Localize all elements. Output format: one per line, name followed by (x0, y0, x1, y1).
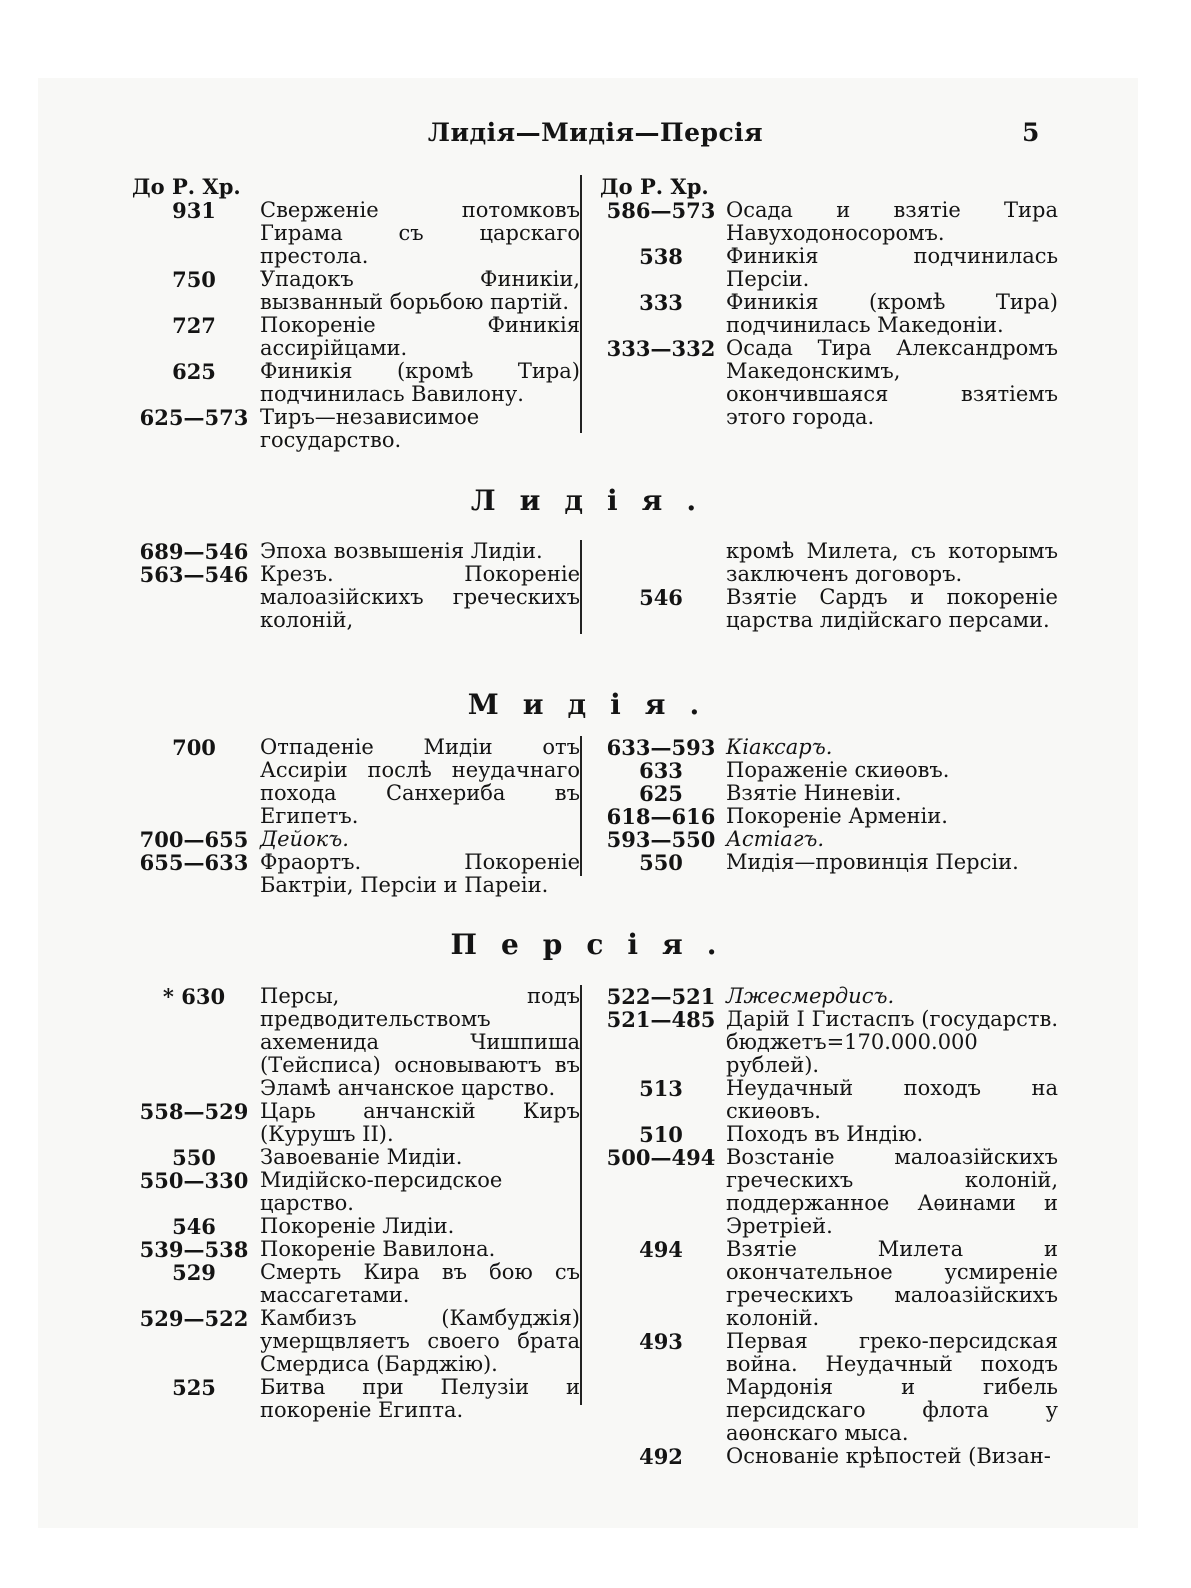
persia-block (0, 984, 1191, 1469)
chronology-entry (598, 759, 1058, 782)
entry-text: Эпоха возвышенія Лидіи. (260, 539, 543, 563)
entry-date: 521—485 (606, 1007, 716, 1032)
section-heading-lydia: Лидія. (470, 484, 721, 517)
chronology-entry (130, 736, 580, 828)
lydia-right-column (598, 540, 1058, 632)
entry-text: Финикія (кромѣ Тира) подчинилась Македоніи. (726, 290, 1058, 337)
column-divider (580, 736, 582, 876)
section-heading-media: Мидія. (467, 688, 724, 721)
chronology-entry (598, 540, 1058, 586)
entry-text: Мидія—провинція Персіи. (726, 850, 1019, 874)
entry-text: Взятіе Ниневіи. (726, 781, 902, 805)
entry-date: 492 (639, 1444, 683, 1469)
entry-text: Смерть Кира въ бою съ массагетами. (260, 1260, 580, 1307)
chronology-entry (598, 1330, 1058, 1445)
entry-date: 538 (639, 244, 683, 269)
column-divider (580, 985, 582, 1405)
media-right-column (598, 736, 1058, 874)
entry-date: 494 (639, 1237, 683, 1262)
entry-date: 618—616 (606, 804, 716, 829)
entry-date: 546 (172, 1214, 216, 1239)
chronology-entry (598, 1123, 1058, 1146)
entry-date: 750 (172, 267, 216, 292)
entry-text: Фраортъ. Покореніе Бактріи, Персіи и Пареіи. (260, 850, 580, 897)
entry-text: Возстаніе малоазійскихъ греческихъ колоній, поддержанное Аѳинами и Эретріей. (726, 1145, 1058, 1238)
entry-date: 586—573 (606, 198, 716, 223)
chronology-entry (598, 1238, 1058, 1330)
entry-date: 529—522 (139, 1306, 249, 1331)
phoenicia-right-column (598, 175, 1058, 429)
entry-text: Камбизъ (Камбуджія) умерщвляетъ своего брата Смердиса (Барджію). (260, 1306, 580, 1376)
chronology-entry (598, 851, 1058, 874)
chronology-entry (130, 1376, 580, 1422)
chronology-entry (130, 851, 580, 897)
entry-text: Дарій I Гистаспъ (государств. бюджетъ=170.000.000 рублей). (726, 1007, 1058, 1077)
chronology-entry (598, 586, 1058, 632)
entry-date: 625 (639, 781, 683, 806)
lydia-left-column (130, 540, 580, 632)
entry-date: 493 (639, 1329, 683, 1354)
chronology-entry (130, 268, 580, 314)
entry-date: 593—550 (606, 827, 716, 852)
entry-date: 655—633 (139, 850, 249, 875)
chronology-entry (130, 828, 580, 851)
entry-text: Покореніе Вавилона. (260, 1237, 496, 1261)
chronology-entry (130, 360, 580, 406)
era-label: До Р. Хр. (600, 174, 709, 199)
entry-date: 700—655 (139, 827, 249, 852)
phoenicia-block (0, 174, 1191, 452)
entry-date: 333 (639, 290, 683, 315)
era-label: До Р. Хр. (132, 174, 241, 199)
chronology-entry (130, 1169, 580, 1215)
column-divider (580, 175, 582, 433)
chronology-entry (598, 828, 1058, 851)
entry-date: 727 (172, 313, 216, 338)
entry-text: Персы, подъ предводительствомъ ахеменида Чишпиша (Тейсписа) основываютъ въ Эламѣ анчанское царство. (260, 984, 580, 1100)
entry-date: 525 (172, 1375, 216, 1400)
entry-text: Тиръ—независимое государство. (260, 405, 480, 452)
entry-text: Покореніе Финикія ассирійцами. (260, 313, 580, 360)
chronology-entry (598, 199, 1058, 245)
entry-date: 633 (639, 758, 683, 783)
chronology-entry (130, 1215, 580, 1238)
entry-date: 522—521 (606, 984, 716, 1009)
chronology-entry (598, 1445, 1058, 1468)
chronology-entry (130, 563, 580, 632)
entry-date: 558—529 (139, 1099, 249, 1124)
entry-text: кромѣ Милета, съ которымъ заключенъ договоръ. (726, 539, 1058, 586)
chronology-entry (598, 291, 1058, 337)
persia-right-column (598, 985, 1058, 1468)
chronology-entry (598, 805, 1058, 828)
entry-date: * 630 (162, 984, 226, 1009)
entry-date: 539—538 (139, 1237, 249, 1262)
chronology-entry (598, 1008, 1058, 1077)
entry-date: 625 (172, 359, 216, 384)
page-number: 5 (1022, 118, 1040, 147)
lydia-block (0, 540, 1191, 640)
chronology-entry (598, 985, 1058, 1008)
chronology-entry (598, 1146, 1058, 1238)
entry-text: Походъ въ Индію. (726, 1122, 924, 1146)
chronology-entry (598, 736, 1058, 759)
entry-date: 550—330 (139, 1168, 249, 1193)
chronology-entry (130, 1100, 580, 1146)
entry-text: Пораженіе скиѳовъ. (726, 758, 950, 782)
entry-text: Покореніе Лидіи. (260, 1214, 455, 1238)
entry-text: Завоеваніе Мидіи. (260, 1145, 463, 1169)
entry-text: Отпаденіе Мидіи отъ Ассиріи послѣ неудачнаго похода Санхериба въ Египетъ. (260, 735, 580, 828)
media-left-column (130, 736, 580, 897)
persia-left-column (130, 985, 580, 1422)
column-divider (580, 540, 582, 634)
chronology-entry (598, 337, 1058, 429)
section-heading-persia: Персія. (450, 928, 741, 961)
chronology-entry (598, 245, 1058, 291)
entry-text: Первая греко-персидская война. Неудачный походъ Мардонія и гибель персидскаго флота у аѳонскаго мыса. (726, 1329, 1058, 1445)
entry-date: 513 (639, 1076, 683, 1101)
chronology-entry (130, 1307, 580, 1376)
entry-text: Упадокъ Финикіи, вызванный борьбою партій. (260, 267, 580, 314)
entry-text: Мидійско-персидское царство. (260, 1168, 503, 1215)
entry-date: 700 (172, 735, 216, 760)
chronology-entry (130, 314, 580, 360)
entry-text: Дейокъ. (260, 827, 349, 851)
phoenicia-left-column (130, 175, 580, 452)
chronology-entry (130, 540, 580, 563)
chronology-entry (130, 1238, 580, 1261)
entry-date: 633—593 (606, 735, 716, 760)
entry-date (598, 540, 724, 586)
entry-text: Крезъ. Покореніе малоазійскихъ греческихъ колоній, (260, 562, 580, 632)
chronology-entry (130, 406, 580, 452)
media-block (0, 735, 1191, 897)
entry-text: Финикія (кромѣ Тира) подчинилась Вавилону. (260, 359, 580, 406)
entry-text: Осада Тира Александромъ Македонскимъ, окончившаяся взятіемъ этого города. (726, 336, 1058, 429)
entry-date: 563—546 (139, 562, 249, 587)
entry-date: 625—573 (139, 405, 249, 430)
entry-date: 529 (172, 1260, 216, 1285)
entry-text: Финикія подчинилась Персіи. (726, 244, 1058, 291)
chronology-entry (598, 782, 1058, 805)
chronology-entry (130, 1261, 580, 1307)
entry-text: Покореніе Арменіи. (726, 804, 948, 828)
entry-date: 510 (639, 1122, 683, 1147)
entry-text: Астіагъ. (726, 827, 825, 851)
entry-date: 550 (172, 1145, 216, 1170)
entry-date: 500—494 (606, 1145, 716, 1170)
entry-text: Взятіе Сардъ и покореніе царства лидійскаго персами. (726, 585, 1058, 632)
entry-date: 333—332 (606, 336, 716, 361)
entry-date: 931 (172, 198, 216, 223)
entry-text: Сверженіе потомковъ Гирама съ царскаго престола. (260, 198, 580, 268)
entry-text: Лжесмердисъ. (726, 984, 895, 1008)
entry-date: 689—546 (139, 539, 249, 564)
chronology-entry (130, 985, 580, 1100)
chronology-entry (598, 1077, 1058, 1123)
chronology-entry (130, 199, 580, 268)
entry-text: Осада и взятіе Тира Навуходоносоромъ. (726, 198, 1058, 245)
entry-date: 546 (639, 585, 683, 610)
entry-text: Битва при Пелузіи и покореніе Египта. (260, 1375, 580, 1422)
entry-text: Царь анчанскій Киръ (Курушъ II). (260, 1099, 580, 1146)
entry-text: Кіаксаръ. (726, 735, 833, 759)
entry-date: 550 (639, 850, 683, 875)
entry-text: Основаніе крѣпостей (Визан- (726, 1444, 1051, 1468)
chronology-entry (130, 1146, 580, 1169)
entry-text: Взятіе Милета и окончательное усмиреніе греческихъ малоазійскихъ колоній. (726, 1237, 1058, 1330)
running-title: Лидія—Мидія—Персія (427, 118, 764, 147)
page-header (0, 118, 1191, 158)
entry-text: Неудачный походъ на скиѳовъ. (726, 1076, 1058, 1123)
